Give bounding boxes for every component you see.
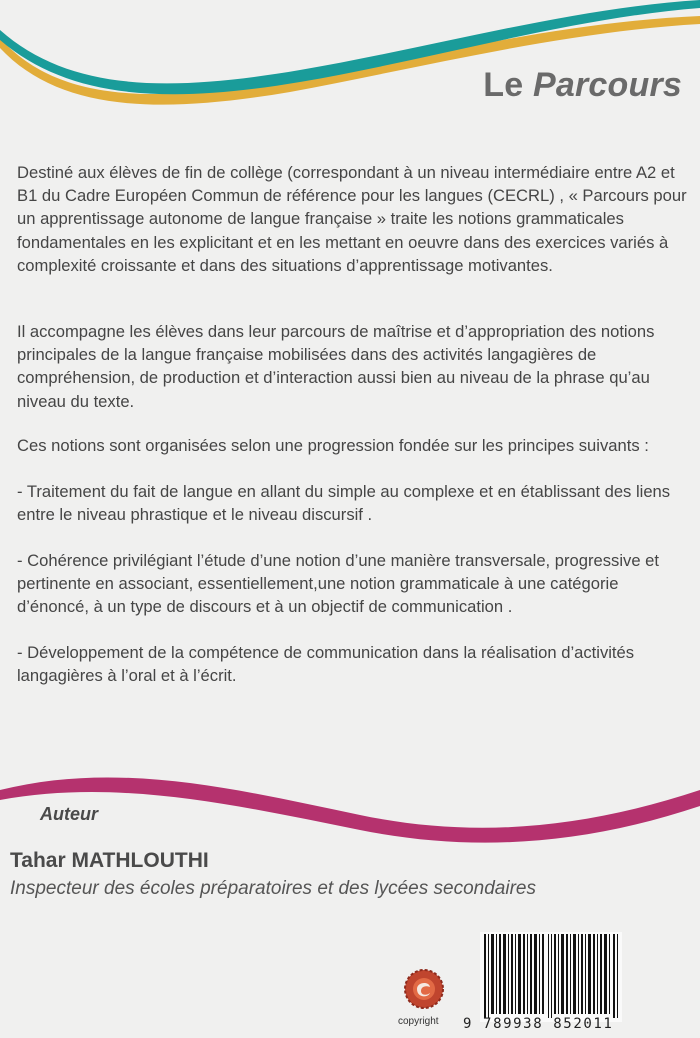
barcode-bars: [480, 932, 622, 1018]
paragraph-notions: Ces notions sont organisées selon une progression fondée sur les principes suivants :: [17, 436, 649, 455]
author-name: Tahar MATHLOUTHI: [10, 849, 209, 872]
author-title: Inspecteur des écoles préparatoires et des lycées secondaires: [10, 878, 536, 899]
bottom-magenta-swoosh: [0, 777, 700, 842]
title-parcours: Parcours: [532, 66, 682, 104]
principle-item: - Développement de la compétence de communication dans la réalisation d’activités langagières à l’oral et à l’écrit.: [17, 643, 635, 686]
isbn-number: 9 789938 852011: [463, 1016, 614, 1032]
author-label: Auteur: [40, 804, 98, 824]
publisher-seal-icon: [403, 968, 445, 1010]
title-le: Le: [483, 66, 524, 104]
paragraph-intro: Destiné aux élèves de fin de collège (correspondant à un niveau intermédiaire entre A2 et B1 du Cadre Européen Commun de référence pour les langues (CECRL) , « Parcours pour un apprentissage autonome de langue française » traite les notions grammaticales fondamentales en les explicitant et en les mettant en oeuvre dans des exercices variés à complexité croissante et dans des situations d’apprentissage motivantes.: [17, 163, 687, 275]
barcode-icon: [480, 932, 622, 1022]
book-title: [483, 66, 682, 105]
principle-item: - Traitement du fait de langue en allant du simple au complexe et en établissant des liens entre le niveau phrastique et le niveau discursif .: [17, 482, 671, 525]
principle-item: - Cohérence privilégiant l’étude d’une notion d’une manière transversale, progressive et pertinente en associant, essentiellement,une notion grammaticale à une catégorie d’énoncé, à un type de discours et à un objectif de communication .: [17, 551, 659, 617]
paragraph-accompagne: Il accompagne les élèves dans leur parcours de maîtrise et d’appropriation des notions principales de la langue française mobilisées dans des activités langagières de compréhension, de production et d’interaction aussi bien au niveau de la phrase qu’au niveau du texte.: [17, 322, 655, 411]
copyright-label: copyright: [398, 1016, 439, 1027]
